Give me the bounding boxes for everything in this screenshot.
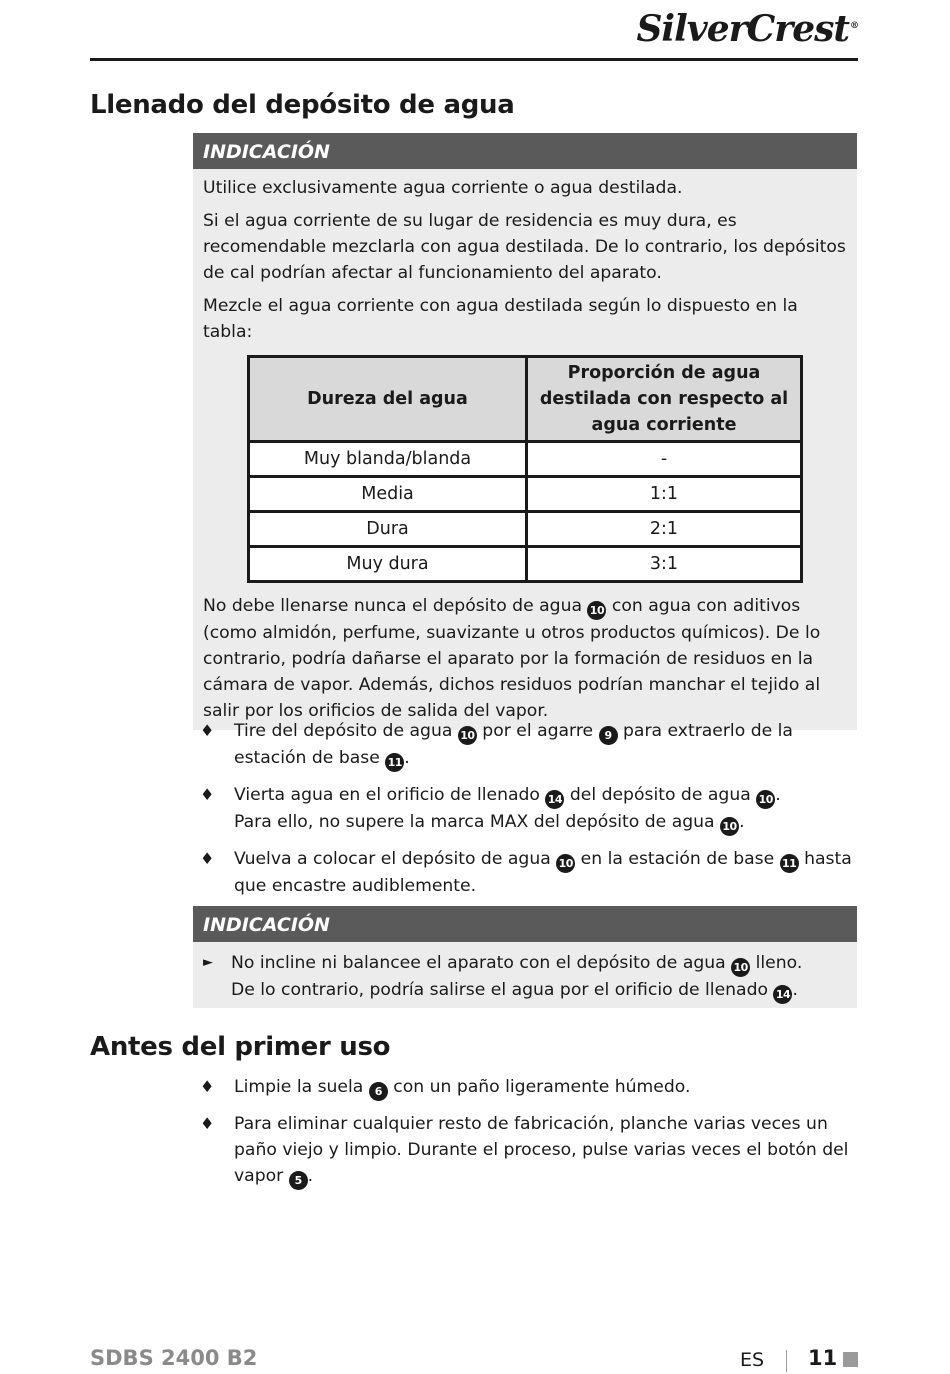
ratio-cell: - xyxy=(527,442,802,477)
part-number-badge: 10 xyxy=(556,854,575,873)
note-paragraph: Mezcle el agua corriente con agua destilada según lo dispuesto en la tabla: xyxy=(203,296,798,342)
part-number-badge: 6 xyxy=(369,1082,388,1101)
note-box-water xyxy=(193,133,857,730)
part-number-badge: 14 xyxy=(773,985,792,1004)
hardness-cell: Media xyxy=(249,477,527,512)
part-number-badge: 11 xyxy=(780,854,799,873)
list-item: ♦ Para eliminar cualquier resto de fabricación, planche varias veces un paño viejo y limpio. Durante el proceso, pulse varias veces el botón del vapor 5 . xyxy=(200,1111,858,1190)
instruction-list xyxy=(200,718,858,909)
footer-language: ES xyxy=(740,1349,765,1371)
water-hardness-table xyxy=(247,355,803,583)
list-item: ♦ Limpie la suela 6 con un paño ligeramente húmedo. xyxy=(200,1074,858,1101)
table-row xyxy=(249,442,802,477)
ratio-cell: 3:1 xyxy=(527,547,802,582)
diamond-bullet-icon: ♦ xyxy=(200,849,215,868)
part-number-badge: 10 xyxy=(587,601,606,620)
diamond-bullet-icon: ♦ xyxy=(200,1077,215,1096)
note-heading: INDICACIÓN xyxy=(193,906,857,942)
page-number: 11 xyxy=(808,1346,838,1370)
triangle-bullet-icon: ► xyxy=(203,955,213,970)
ratio-cell: 2:1 xyxy=(527,512,802,547)
part-number-badge: 10 xyxy=(458,726,477,745)
ratio-cell: 1:1 xyxy=(527,477,802,512)
diamond-bullet-icon: ♦ xyxy=(200,721,215,740)
part-number-badge: 10 xyxy=(731,958,750,977)
table-row xyxy=(249,477,802,512)
first-use-list xyxy=(200,1074,858,1200)
note-item: ► No incline ni balancee el aparato con el depósito de agua 10 lleno. De lo contrario, podría salirse el agua por el orificio de llenado 14 . xyxy=(203,950,847,1004)
hardness-cell: Muy dura xyxy=(249,547,527,582)
note-box-tilt xyxy=(193,906,857,1008)
list-item: ♦ Tire del depósito de agua 10 por el agarre 9 para extraerlo de la estación de base 11 . xyxy=(200,718,858,772)
note-paragraph-additives: No debe llenarse nunca el depósito de agua 10 con agua con aditivos (como almidón, perfume, suavizante u otros productos químicos). De lo contrario, podría dañarse el aparato por la formación de residuos en la cámara de vapor. Además, dichos residuos podrían manchar el tejido al salir por los orificios de salida del vapor. xyxy=(203,596,821,721)
section-title-first-use: Antes del primer uso xyxy=(90,1032,391,1062)
note-paragraph: Utilice exclusivamente agua corriente o agua destilada. xyxy=(203,178,683,198)
list-item: ♦ Vierta agua en el orificio de llenado 14 del depósito de agua 10 . Para ello, no supere la marca MAX del depósito de agua 10 . xyxy=(200,782,858,836)
part-number-badge: 10 xyxy=(756,790,775,809)
hardness-cell: Dura xyxy=(249,512,527,547)
table-row xyxy=(249,547,802,582)
section-title-filling: Llenado del depósito de agua xyxy=(90,90,515,120)
part-number-badge: 9 xyxy=(599,726,618,745)
table-row xyxy=(249,512,802,547)
part-number-badge: 11 xyxy=(385,753,404,772)
footer-divider xyxy=(786,1350,787,1372)
part-number-badge: 14 xyxy=(545,790,564,809)
footer-square-icon xyxy=(843,1352,858,1367)
footer-model: SDBS 2400 B2 xyxy=(90,1346,258,1370)
note-paragraph: Si el agua corriente de su lugar de residencia es muy dura, es recomendable mezclarla con agua destilada. De lo contrario, los depósitos de cal podrían afectar al funcionamiento del aparato. xyxy=(203,211,846,283)
hardness-cell: Muy blanda/blanda xyxy=(249,442,527,477)
brand-logo: SilverCrest® xyxy=(636,8,858,50)
header-rule xyxy=(90,58,858,61)
list-item: ♦ Vuelva a colocar el depósito de agua 10 en la estación de base 11 hasta que encastre audiblemente. xyxy=(200,846,858,899)
part-number-badge: 10 xyxy=(720,817,739,836)
note-heading: INDICACIÓN xyxy=(193,133,857,169)
part-number-badge: 5 xyxy=(289,1171,308,1190)
diamond-bullet-icon: ♦ xyxy=(200,1114,215,1133)
table-header-ratio: Proporción de agua destilada con respecto al agua corriente xyxy=(527,357,802,442)
diamond-bullet-icon: ♦ xyxy=(200,785,215,804)
table-header-hardness: Dureza del agua xyxy=(249,357,527,442)
